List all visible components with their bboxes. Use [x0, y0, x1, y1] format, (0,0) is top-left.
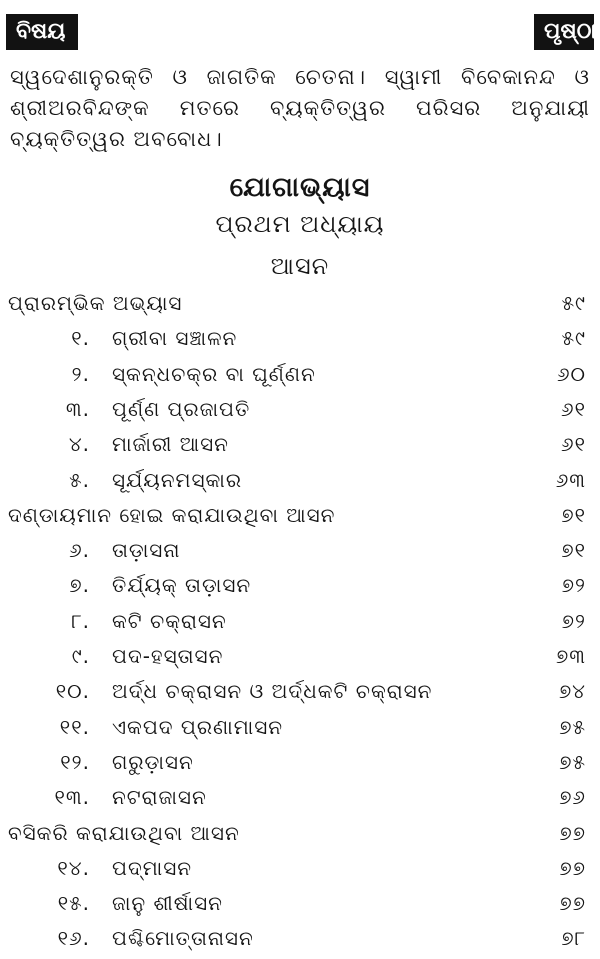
- toc-row: [0, 394, 600, 424]
- toc-page-number: ୭୭: [559, 821, 586, 845]
- toc-row: [0, 606, 600, 636]
- toc-item-number: ୪.: [68, 432, 90, 456]
- toc-item-title: ତାଡ଼ାସନା: [112, 538, 181, 562]
- toc-row: [0, 888, 600, 918]
- toc-item-title: ସୂର୍ଯ୍ୟନମସ୍କାର: [112, 468, 242, 492]
- toc-item-title: ଏକପଦ ପ୍ରଣାମାସନ: [112, 715, 284, 739]
- toc-page-number: ୭୪: [558, 679, 586, 703]
- toc-item-number: ୯.: [71, 644, 90, 668]
- toc-page-number: ୭୧: [561, 503, 586, 527]
- toc-item-number: ୧୧.: [59, 715, 90, 739]
- toc-row: [0, 853, 600, 883]
- toc-page-number: ୭୮: [561, 926, 586, 950]
- toc-item-number: ୧୩.: [54, 785, 90, 809]
- toc-section-row: [0, 818, 600, 848]
- toc-section-title: ପ୍ରାରମ୍ଭିକ ଅଭ୍ୟାସ: [8, 291, 183, 315]
- toc-page-number: ୭୭: [559, 891, 586, 915]
- toc-row: [0, 323, 600, 353]
- toc-item-number: ୩.: [65, 397, 90, 421]
- toc-section-row: [0, 288, 600, 318]
- toc-item-number: ୮.: [71, 609, 90, 633]
- toc-page-number: ୭୫: [559, 715, 586, 739]
- header-subject-label: ବିଷୟ: [6, 14, 78, 50]
- toc-item-title: ଗରୁଡ଼ାସନ: [112, 750, 194, 774]
- toc-item-title: ମାର୍ଜାରୀ ଆସନ: [112, 432, 229, 456]
- toc-item-title: କଟି ଚକ୍ରାସନ: [112, 609, 227, 633]
- toc-row: [0, 676, 600, 706]
- toc-item-number: ୧୦.: [55, 679, 90, 703]
- toc-item-title: ଗ୍ରୀବା ସଞ୍ଚାଳନ: [112, 326, 238, 350]
- toc-page-number: ୭୫: [559, 750, 586, 774]
- toc-page-number: ୬୧: [561, 397, 586, 421]
- toc-page-number: ୫୯: [561, 326, 586, 350]
- toc-item-number: ୧୬.: [57, 926, 90, 950]
- toc-row: [0, 747, 600, 777]
- toc-section-row: [0, 500, 600, 530]
- toc-item-number: ୨.: [71, 362, 90, 386]
- toc-row: [0, 782, 600, 812]
- header-page-label: ପୃଷ୍ଠା: [534, 14, 594, 50]
- toc-row: [0, 429, 600, 459]
- toc-section-title: ଦଣ୍ଡାୟମାନ ହୋଇ କରାଯାଉଥିବା ଆସନ: [8, 503, 336, 527]
- toc-item-title: ପଦ୍ମାସନ: [112, 856, 193, 880]
- toc-page-number: ୫୯: [561, 291, 586, 315]
- toc-item-number: ୧୫.: [57, 891, 90, 915]
- toc-row: [0, 712, 600, 742]
- chapter-subtitle: ଆସନ: [270, 252, 330, 280]
- toc-item-title: ଜାନୁ ଶୀର୍ଷାସନ: [112, 891, 223, 915]
- toc-item-title: ପଦ-ହସ୍ତାସନ: [112, 644, 224, 668]
- toc-row: [0, 570, 600, 600]
- toc-item-title: ତିର୍ଯ୍ୟକ୍ ତାଡ଼ାସନ: [112, 573, 252, 597]
- toc-row: [0, 923, 600, 953]
- toc-page-number: ୭୩: [556, 644, 586, 668]
- toc-row: [0, 359, 600, 389]
- toc-item-number: ୭.: [69, 573, 90, 597]
- toc-item-number: ୧.: [71, 326, 90, 350]
- toc-item-title: ପୂର୍ଣ୍ଣ ପ୍ରଜାପତି: [112, 397, 251, 421]
- toc-page-number: ୭୨: [561, 573, 586, 597]
- toc-item-number: ୧୨.: [60, 750, 90, 774]
- toc-page-number: ୬୦: [556, 362, 586, 386]
- toc-item-number: ୬.: [69, 538, 90, 562]
- toc-section-title: ବସିକରି କରାଯାଉଥିବା ଆସନ: [8, 821, 240, 845]
- part-title: ଯୋଗାଭ୍ୟାସ: [229, 172, 371, 203]
- toc-row: [0, 641, 600, 671]
- toc-row: [0, 535, 600, 565]
- toc-item-title: ଅର୍ଦ୍ଧ ଚକ୍ରାସନ ଓ ଅର୍ଦ୍ଧକଟି ଚକ୍ରାସନ: [112, 679, 433, 703]
- chapter-title: ପ୍ରଥମ ଅଧ୍ୟାୟ: [215, 210, 385, 238]
- intro-paragraph: ସ୍ୱଦେଶାନୁରକ୍ତି ଓ ଜାଗତିକ ଚେତନା। ସ୍ୱାମୀ ବିବେକାନନ୍ଦ ଓ ଶ୍ରୀଅରବିନ୍ଦଙ୍କ ମତରେ ବ୍ୟକ୍ତିତ୍ୱର ପରିସର ଅନୁଯାୟୀ ବ୍ୟକ୍ତିତ୍ୱର ଅବବୋଧ।: [10, 65, 590, 151]
- toc-page-number: ୬୩: [555, 468, 586, 492]
- toc-page-number: ୭୭: [559, 856, 586, 880]
- toc-page-number: ୭୬: [559, 785, 586, 809]
- toc-item-title: ସ୍କନ୍ଧଚକ୍ର ବା ଘୂର୍ଣ୍ଣନ: [112, 362, 316, 386]
- toc-item-title: ନଟରାଜାସନ: [112, 785, 207, 809]
- toc-item-title: ପଶ୍ଚିମୋତ୍ତାନାସନ: [112, 926, 254, 950]
- toc-page-number: ୭୨: [561, 609, 586, 633]
- toc-row: [0, 465, 600, 495]
- toc-page-number: ୬୧: [561, 432, 586, 456]
- toc-page-number: ୭୧: [561, 538, 586, 562]
- toc-item-number: ୫.: [69, 468, 90, 492]
- toc-item-number: ୧୪.: [57, 856, 90, 880]
